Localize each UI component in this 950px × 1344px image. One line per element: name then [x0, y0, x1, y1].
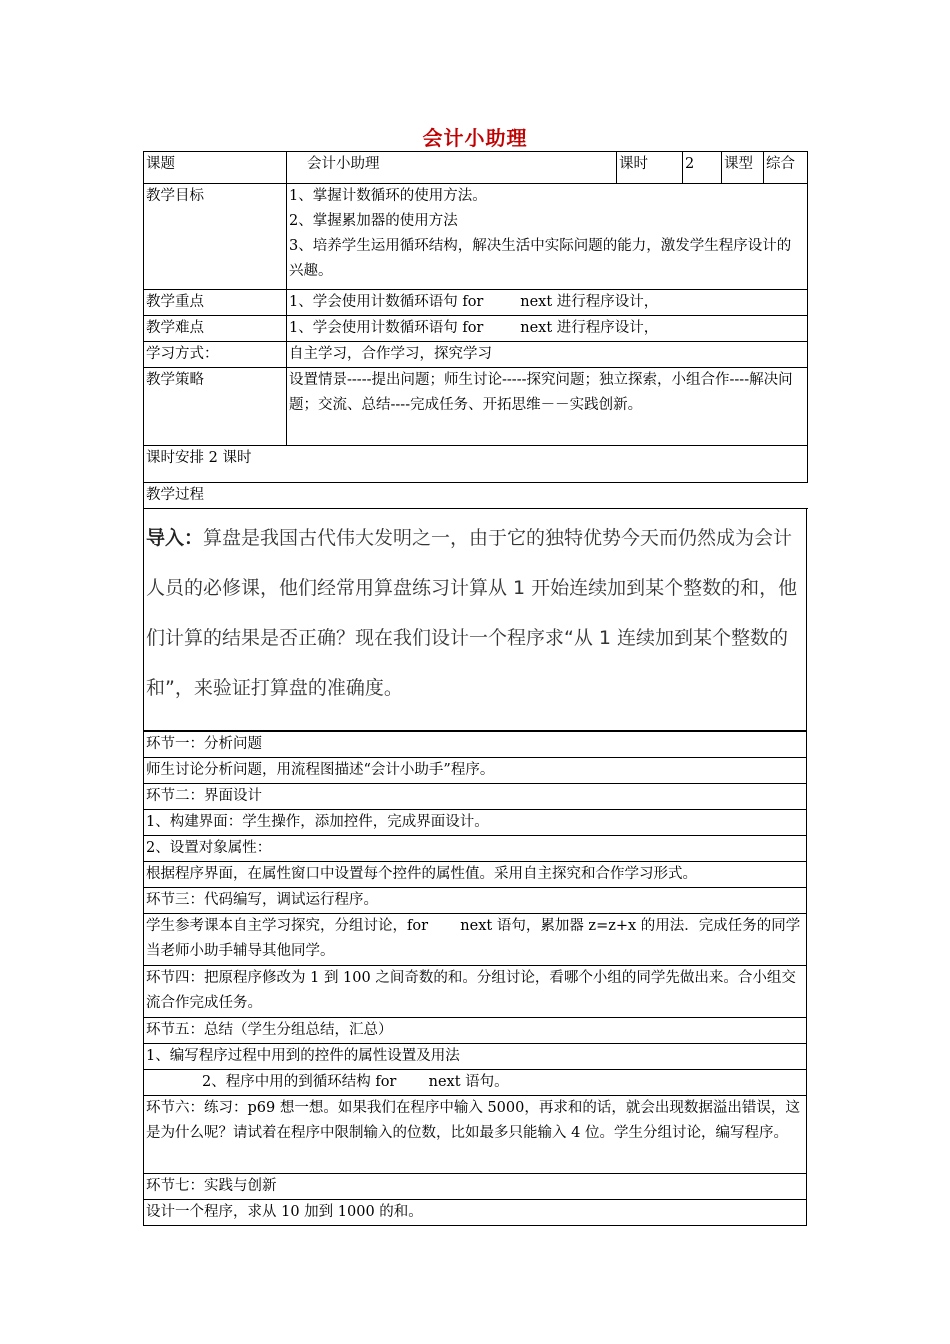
- step-row: 环节三：代码编写，调试运行程序。: [144, 888, 807, 914]
- type-value: 综合: [764, 152, 808, 184]
- goal-item: 2、掌握累加器的使用方法: [289, 213, 458, 229]
- step-row: 环节一：分析问题: [144, 732, 807, 758]
- intro-text: 算盘是我国古代伟大发明之一，由于它的独特优势今天而仍然成为会计人员的必修课，他们经常用算盘练习计算从 1 开始连续加到某个整数的和，他们计算的结果是否正确？现在我们设计一个程序求“从 1 连续加到某个整数的和”，来验证打算盘的准确度。: [146, 527, 798, 699]
- lesson-plan: [143, 151, 807, 1226]
- goal-item: 1、掌握计数循环的使用方法。: [289, 188, 487, 204]
- intro-lead: 导入：: [146, 527, 204, 549]
- step-row: 环节七：实践与创新: [144, 1174, 807, 1200]
- goals-content: [287, 184, 808, 290]
- goal-item: 3、培养学生运用循环结构，解决生活中实际问题的能力，激发学生程序设计的兴趣。: [289, 238, 792, 279]
- intro-section: [143, 509, 807, 731]
- key-point-label: 教学重点: [144, 290, 287, 316]
- step-row: 2、程序中用的到循环结构 for next 语句。: [144, 1070, 807, 1096]
- lesson-info-table: [143, 151, 808, 509]
- hours-label: 课时: [617, 152, 683, 184]
- step-row: 环节六：练习：p69 想一想。如果我们在程序中输入 5000，再求和的话，就会出现数据溢出错误，这是为什么呢？请试着在程序中限制输入的位数，比如最多只能输入 4 位。学生分组讨论，编写程序。: [144, 1096, 807, 1174]
- difficulty-label: 教学难点: [144, 316, 287, 342]
- hours-value: 2: [683, 152, 722, 184]
- key-point-value: 1、学会使用计数循环语句 for next 进行程序设计，: [287, 290, 808, 316]
- difficulty-value: 1、学会使用计数循环语句 for next 进行程序设计，: [287, 316, 808, 342]
- process-label: 教学过程: [144, 483, 808, 509]
- type-label: 课型: [722, 152, 764, 184]
- step-row: 1、构建界面：学生操作，添加控件，完成界面设计。: [144, 810, 807, 836]
- step-row: 设计一个程序，求从 10 加到 1000 的和。: [144, 1200, 807, 1226]
- step-row: 环节四：把原程序修改为 1 到 100 之间奇数的和。分组讨论，看哪个小组的同学先做出来。合小组交流合作完成任务。: [144, 966, 807, 1018]
- schedule-row: 课时安排 2 课时: [144, 446, 808, 483]
- step-row: 师生讨论分析问题，用流程图描述“会计小助手”程序。: [144, 758, 807, 784]
- goals-label: 教学目标: [144, 184, 287, 290]
- document-title: 会计小助理: [422, 126, 528, 150]
- method-label: 学习方式：: [144, 342, 287, 368]
- topic-value: 会计小助理: [287, 152, 617, 184]
- step-row: 根据程序界面，在属性窗口中设置每个控件的属性值。采用自主探究和合作学习形式。: [144, 862, 807, 888]
- strategy-label: 教学策略: [144, 368, 287, 446]
- topic-label: 课题: [144, 152, 287, 184]
- steps-table: [143, 731, 807, 1226]
- step-row: 环节二：界面设计: [144, 784, 807, 810]
- step-row: 学生参考课本自主学习探究，分组讨论，for next 语句，累加器 z=z+x 的用法．完成任务的同学当老师小助手辅导其他同学。: [144, 914, 807, 966]
- step-row: 1、编写程序过程中用到的控件的属性设置及用法: [144, 1044, 807, 1070]
- step-row: 2、设置对象属性：: [144, 836, 807, 862]
- method-value: 自主学习，合作学习，探究学习: [287, 342, 808, 368]
- strategy-value: 设置情景-----提出问题；师生讨论-----探究问题；独立探索，小组合作----解决问题；交流、总结----完成任务、开拓思维－－实践创新。: [287, 368, 808, 446]
- step-row: 环节五：总结（学生分组总结，汇总）: [144, 1018, 807, 1044]
